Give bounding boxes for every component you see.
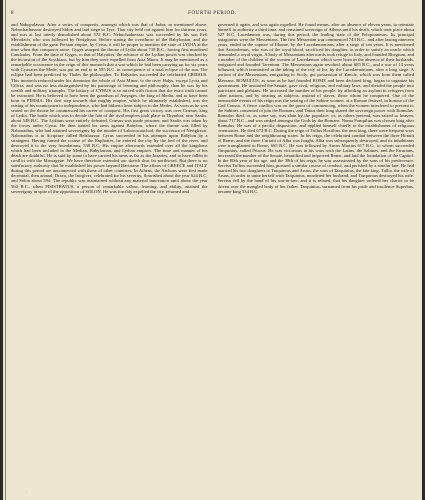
right-column-text: governed it again, and was again expelled. He found means, after an absence of eleven years, to reinstate himself in authority a third time, and remained sovereign of Athens until his death, which took place about 527 B.C. Lacedæmon was, during this period, the leading state of the Peloponnesus. Its principal antagonists were the Messenians. The first Messenian war commenced 743 B.C., and after lasting nineteen years, ended in the capture of Ithome, by the Lacedæmonians, after a siege of ten years. It is mentioned that Aristodemus, who was of the royal blood, sacrificed his daughter, in order to satisfy an oracle which demanded a royal virgin. A body of Messenians afterwards took refuge in Italy, and founded Rhegium, and a number of the children of the women of Lacedæmon which were born in the absence of their husbands, emigrated and founded Tarentum. The Messenians again revolted, about 685 B.C., and a war of 14 years followed, which terminated in the taking of the city of Ira, by the Lacedæmonians, after a long siege. A portion of the Messenians, emigrating to Sicily, got possession of Zancle, which was from them called Messana. ROMULUS, as soon as he had founded ROME and been declared king, began to organize his government. He instituted the Senate, gave civil, religious, and military laws, and divided the people into patricians and plebians. He increased the number of his people, by affording an asylum to refugees from other nations, and by treating as subjects, instead of slaves, those whom he conquered. One of the memorable events of his reign was the seizing of the Sabine women, at a Roman festival, in honour of the God Consus. A fierce conflict was on the point of commencing, when the women interfered to prevent it; the Sabines consented to join the Romans, and Tatius their king shared the sovereign power with Romulus. Romulus died, or, as some say, was slain by the populace; or, as others pretend, was raised to heaven, about 717 B.C., and was ranked amongst the Gods by the Romans. Numa Pompilius was chosen king after Romulus. He was of a pacific disposition, and applied himself chiefly to the establishment of religious ceremonies. He died 673 B.C. During the reign of Tullus Hostilius, the next king, there were frequent wars between Rome and the neighbouring states. In his reign, the celebrated combat between the three Horatii of Rome, and the three Curiatii of Alba was fought. Alba was subsequently destroyed, and its inhabitants were transplanted to Rome, 665 B.C. He was followed by Ancus Martius 617 B.C., to whom succeeded Tarquinius, called Priscus. He was victorious in his wars with the Latins, the Sabines, and the Etrurians, increased the number of the Senate, beautified and improved Rome, and laid the foundation of the Capitol. In the 80th year of his age, and the 38th of his reign, he was assassinated by the sons of his predecessor. Servius Tullius succeeded him, pursued a similar course of conduct, and perished by a similar fate. He had married his two daughters to Tarquinius and Aruns, the sons of Tarquinius, the late king. Tullia, the wife of Aruns, in order to unite herself with Tarquinius, murdered her husband; and Tarquinius destroyed his wife. Servius fell by the hand of his son-in-law; and it is related, that his daughter ordered her chariot to be driven over the mangled body of her father. Tarquinius, surnamed from his pride and insolence Superbus, became king 534 B.C.: [217, 22, 414, 194]
page-edge-rule: [5, 0, 6, 500]
left-column: [11, 22, 208, 484]
book-page: [3, 0, 422, 500]
page-number: 8: [11, 11, 14, 16]
running-title: FOURTH PERIOD.: [188, 11, 237, 16]
right-column: [218, 22, 415, 484]
left-column-text: and Nabopolassar. After a series of conquests, amongst which was that of Judea, as mentioned above, Nebuchadnezzar destroyed Sidon and laid siege to Tyre. That city held out against him for thirteen years, and was at last utterly demolished about 572 B.C. Nebuchadnezzar was succeeded by his son Evil Merodach, who was followed by Neriglissar. Before stating the overthrow of the Babylonian, and the establishment of the great Persian empire, by Cyrus, it will be proper to mention the state of LYDIA at the time when that conqueror arose. Gyges usurped the throne of Lydia about 718 B.C., having first murdered Candaules. From the time of Gyges, to that of Halyattes, the advance of the Lydian power was checked by the incursion of the Scythians, but by him they were expelled from Asia Minor. It may be mentioned as a remarkable occurrence in the reign of this monarch that a war which he had been carrying on for six years with Cyaxares the Mede, was put an end to in 585 B.C. in consequence of a total eclipse of the sun. The eclipse had been predicted by Thales the philosopher. To Halyattes succeeded the celebrated CRŒSUS. This monarch reduced under his dominion the whole of Asia Minor, to the river Halys, except Lycia and Cilicia, and was no less distinguished by his patronage of learning and philosophy, than he was by his wealth and military triumphs. The history of CYRUS is so mixed with fiction that the exact truth cannot be extracted. He is believed to have been the grandson of Astyages, the king of Media, and to have been born in PERSIA. His first step towards that mighty empire, which he ultimately established, was the raising of his countrymen to independence, who had hitherto been subject to the Medes. As soon as he was seated on the throne he commenced his career of conquest. His first great victory was over Crœsus, king of Lydia. The battle which was to decide the fate of the rival empires took place at Thymbra, near Sardis, about 548 B.C. The Lydians were entirely defeated, Crœsus was made prisoner, and Sardis was taken by the forces under Cyrus. He then turned his arms against Babylon, where the throne was filled by Nabonadius, who had attained sovereignty by the murder of Laborosoarchod, the successor of Neriglissar. Nabonadius is in Scripture called Belshazzar. Cyrus succeeded in his attempts upon Babylon by a stratagem. Having turned the course of the Euphrates, he entered the city by the bed of the river, and destroyed it to the very foundations, 538 B.C. His empire afterwards extended over all the kingdoms which had been included in the Median, Babylonian, and Lydian empires. The time and manner of his death are doubtful. He is said by some to have carried his arms as far as the Jaxartes, and to have fallen in conflict with the Massagetæ. We have therefore extended our sketch thus far northward. But there is no satisfactory authority that he established his power beyond Bactriana. The affairs of GREECE and ITALY during this period are unconnected with those of other countries. In Athens, the Archons were first made decennial, then annual. Draco, the lawgiver, celebrated for his severity, flourished about the year 624 B.C. and Solon about 594. The republic was maintained without any material innovation until about the year 560 B.C., when PISISTRATUS, a person of remarkable valour, learning, and ability, attained the sovereignty in spite of the opposition of SOLON. He was forcibly expelled the city, returned and: [11, 22, 208, 194]
text-columns: [11, 22, 414, 484]
footer-mark: ·: [26, 490, 28, 495]
page-header: [11, 11, 414, 21]
